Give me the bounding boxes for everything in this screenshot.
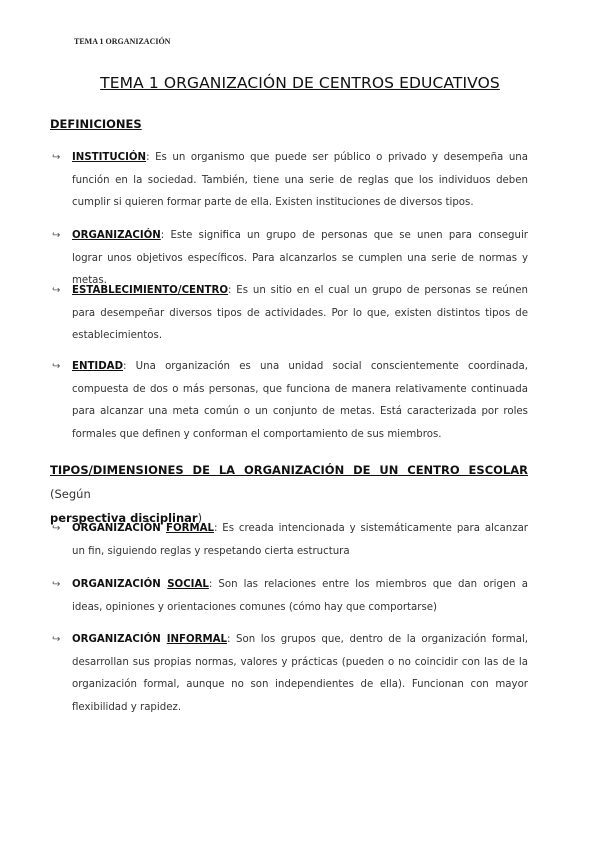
definition-term: INSTITUCIÓN: [72, 152, 147, 163]
type-term: SOCIAL: [167, 579, 209, 590]
type-body: : Es creada intencionada y sistemáticamente para alcanzar un fin, siguiendo reglas y respetando cierta estructura: [72, 523, 528, 557]
definition-body: : Este significa un grupo de personas que se unen para conseguir lograr unos objetivos específicos. Para alcanzarlos se cumplen una serie de normas y metas.: [72, 230, 528, 286]
type-text: [72, 574, 528, 619]
type-text: [72, 518, 528, 563]
arrow-bullet-icon: ↪: [52, 230, 61, 241]
arrow-bullet-icon: ↪: [52, 523, 61, 534]
definition-body: : Es un organismo que puede ser público o privado y desempeña una función en la sociedad. También, tiene una serie de reglas que los individuos deben cumplir si quieren formar parte de ella. Existen instituciones de diversos tipos.: [72, 152, 528, 208]
definitions-heading: DEFINICIONES: [50, 117, 142, 131]
running-header: TEMA 1 ORGANIZACIÓN: [74, 37, 171, 46]
definition-text: [72, 356, 528, 446]
definition-term: ENTIDAD: [72, 361, 124, 372]
arrow-bullet-icon: ↪: [52, 152, 61, 163]
list-item-institucion: [50, 147, 528, 215]
type-term: FORMAL: [166, 523, 214, 534]
paren-open: (Según: [50, 487, 91, 501]
list-item-social: [50, 574, 528, 619]
type-lead: ORGANIZACIÓN FORMAL: [72, 523, 214, 534]
type-term: INFORMAL: [166, 634, 227, 645]
arrow-bullet-icon: ↪: [52, 634, 61, 645]
arrow-bullet-icon: ↪: [52, 579, 61, 590]
type-text: [72, 629, 528, 719]
paren-close: ): [197, 511, 203, 525]
perspective-label: perspectiva disciplinar: [50, 511, 198, 525]
list-item-establecimiento: [50, 280, 528, 348]
list-item-entidad: [50, 356, 528, 446]
definition-body: : Una organización es una unidad social conscientemente coordinada, compuesta de dos o más personas, que funciona de manera relativamente continuada para alcanzar una meta común o un conjunto de metas. Está caracterizada por roles formales que definen y conforman el comportamiento de sus miembros.: [72, 361, 528, 440]
definition-term: ESTABLECIMIENTO/CENTRO: [72, 285, 228, 296]
definition-body: : Es un sitio en el cual un grupo de personas se reúnen para desempeñar diversos tipos de actividades. Por lo que, existen distintos tipos de establecimientos.: [72, 285, 528, 341]
type-lead: ORGANIZACIÓN SOCIAL: [72, 579, 209, 590]
type-body: : Son los grupos que, dentro de la organización formal, desarrollan sus propias normas, valores y prácticas (pueden o no coincidir con las de la organización formal, aunque no son independientes de ella). Funcionan con mayor flexibilidad y rapidez.: [72, 634, 529, 713]
definition-term: ORGANIZACIÓN: [72, 230, 161, 241]
types-heading-title: TIPOS/DIMENSIONES DE LA ORGANIZACIÓN DE UN CENTRO ESCOLAR: [50, 463, 528, 477]
arrow-bullet-icon: ↪: [52, 361, 61, 372]
definition-text: [72, 147, 528, 215]
list-item-informal: [50, 629, 528, 719]
definition-text: [72, 280, 528, 348]
list-item-formal: [50, 518, 528, 563]
type-lead: ORGANIZACIÓN INFORMAL: [72, 634, 227, 645]
page-title: TEMA 1 ORGANIZACIÓN DE CENTROS EDUCATIVOS: [100, 74, 500, 92]
arrow-bullet-icon: ↪: [52, 285, 61, 296]
type-body: : Son las relaciones entre los miembros que dan origen a ideas, opiniones y orientaciones comunes (cómo hay que comportarse): [72, 579, 529, 613]
